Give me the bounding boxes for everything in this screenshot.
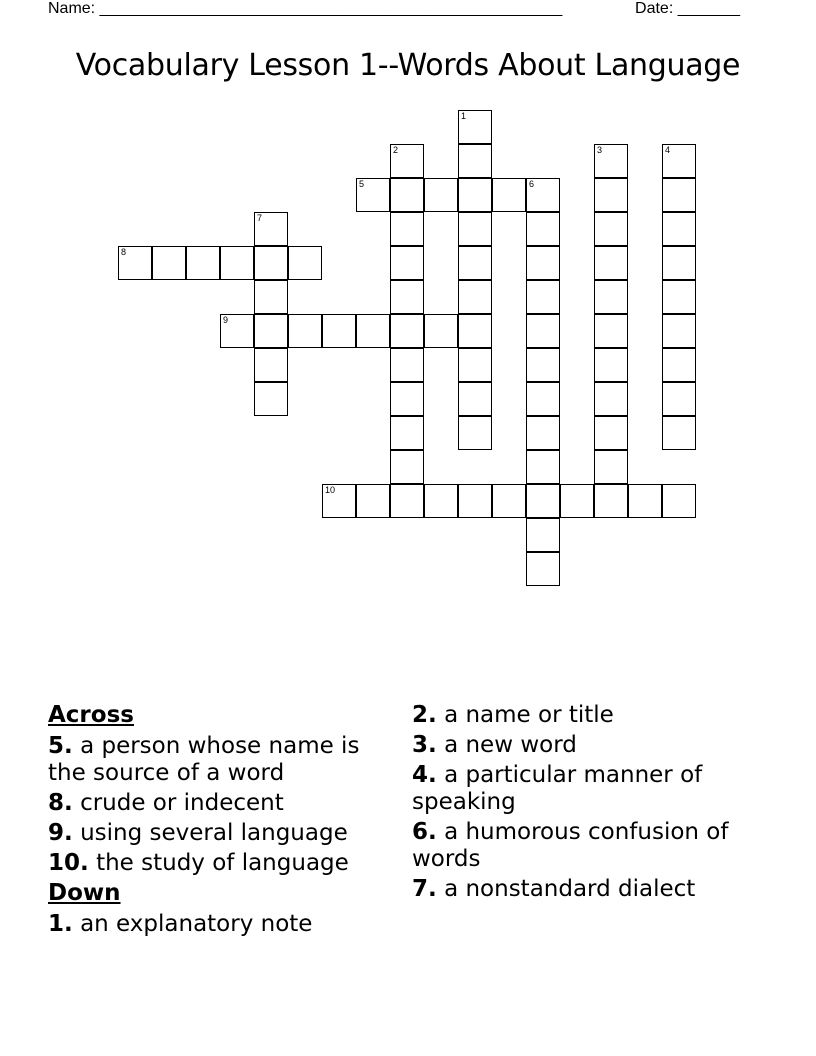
grid-cell[interactable]	[594, 246, 628, 280]
grid-cell[interactable]	[356, 178, 390, 212]
grid-cell[interactable]	[458, 110, 492, 144]
clues-left-column	[48, 702, 388, 941]
grid-cell[interactable]	[390, 382, 424, 416]
clue-text: a humorous confusion of words	[412, 819, 729, 872]
grid-cell[interactable]	[662, 416, 696, 450]
grid-cell[interactable]	[424, 314, 458, 348]
clue-number: 9.	[48, 820, 73, 846]
down-clue-7	[412, 876, 752, 903]
down-heading: Down	[48, 880, 121, 906]
grid-cell[interactable]	[322, 484, 356, 518]
grid-cell[interactable]	[254, 212, 288, 246]
grid-cell[interactable]	[390, 212, 424, 246]
grid-cell[interactable]	[526, 280, 560, 314]
grid-cell[interactable]	[526, 416, 560, 450]
down-clue-4	[412, 762, 752, 816]
clues-right-column	[412, 702, 752, 906]
name-field-label: Name: ____________________________________________________	[48, 0, 563, 17]
cell-number: 8	[121, 247, 127, 257]
grid-cell[interactable]	[594, 484, 628, 518]
clue-text: a person whose name is the source of a word	[48, 733, 360, 786]
grid-cell[interactable]	[424, 484, 458, 518]
grid-cell[interactable]	[118, 246, 152, 280]
clue-text: a nonstandard dialect	[444, 876, 696, 902]
grid-cell[interactable]	[526, 450, 560, 484]
grid-cell[interactable]	[356, 484, 390, 518]
grid-cell[interactable]	[254, 314, 288, 348]
clue-number: 6.	[412, 819, 437, 845]
grid-cell[interactable]	[526, 348, 560, 382]
clue-number: 2.	[412, 702, 437, 728]
cell-number: 9	[223, 315, 229, 325]
cell-number: 2	[393, 145, 399, 155]
grid-cell[interactable]	[492, 484, 526, 518]
grid-cell[interactable]	[594, 212, 628, 246]
grid-cell[interactable]	[390, 450, 424, 484]
grid-cell[interactable]	[662, 144, 696, 178]
grid-cell[interactable]	[662, 246, 696, 280]
grid-cell[interactable]	[390, 178, 424, 212]
down-clue-3	[412, 732, 752, 759]
grid-cell[interactable]	[322, 314, 356, 348]
grid-cell[interactable]	[526, 212, 560, 246]
grid-cell[interactable]	[254, 246, 288, 280]
grid-cell[interactable]	[526, 552, 560, 586]
cell-number: 5	[359, 179, 365, 189]
down-clue-1	[48, 911, 388, 938]
grid-cell[interactable]	[526, 518, 560, 552]
grid-cell[interactable]	[458, 484, 492, 518]
grid-cell[interactable]	[254, 382, 288, 416]
grid-cell[interactable]	[662, 314, 696, 348]
grid-cell[interactable]	[220, 314, 254, 348]
grid-cell[interactable]	[594, 450, 628, 484]
grid-cell[interactable]	[458, 416, 492, 450]
across-clue-10	[48, 850, 388, 877]
grid-cell[interactable]	[594, 178, 628, 212]
grid-cell[interactable]	[254, 348, 288, 382]
clue-number: 7.	[412, 876, 437, 902]
grid-cell[interactable]	[458, 212, 492, 246]
grid-cell[interactable]	[662, 484, 696, 518]
cell-number: 1	[461, 111, 467, 121]
grid-cell[interactable]	[220, 246, 254, 280]
across-clue-9	[48, 820, 388, 847]
grid-cell[interactable]	[560, 484, 594, 518]
grid-cell[interactable]	[288, 314, 322, 348]
cell-number: 4	[665, 145, 671, 155]
clue-number: 1.	[48, 911, 73, 937]
grid-cell[interactable]	[594, 348, 628, 382]
grid-cell[interactable]	[424, 178, 458, 212]
grid-cell[interactable]	[492, 178, 526, 212]
clue-text: the study of language	[96, 850, 349, 876]
grid-cell[interactable]	[526, 382, 560, 416]
grid-cell[interactable]	[356, 314, 390, 348]
grid-cell[interactable]	[458, 144, 492, 178]
clue-number: 3.	[412, 732, 437, 758]
cell-number: 10	[325, 485, 336, 495]
clue-number: 8.	[48, 790, 73, 816]
grid-cell[interactable]	[254, 280, 288, 314]
across-clue-5	[48, 733, 388, 787]
cell-number: 3	[597, 145, 603, 155]
grid-cell[interactable]	[526, 484, 560, 518]
grid-cell[interactable]	[662, 382, 696, 416]
date-field-label: Date: _______	[635, 0, 740, 17]
grid-cell[interactable]	[628, 484, 662, 518]
grid-cell[interactable]	[526, 246, 560, 280]
grid-cell[interactable]	[526, 314, 560, 348]
grid-cell[interactable]	[152, 246, 186, 280]
grid-cell[interactable]	[594, 280, 628, 314]
cell-number: 6	[529, 179, 535, 189]
grid-cell[interactable]	[458, 348, 492, 382]
grid-cell[interactable]	[390, 280, 424, 314]
grid-cell[interactable]	[662, 348, 696, 382]
clue-number: 5.	[48, 733, 73, 759]
grid-cell[interactable]	[390, 246, 424, 280]
cell-number: 7	[257, 213, 263, 223]
clue-text: a name or title	[444, 702, 614, 728]
grid-cell[interactable]	[390, 348, 424, 382]
across-clue-8	[48, 790, 388, 817]
grid-cell[interactable]	[390, 416, 424, 450]
grid-cell[interactable]	[458, 382, 492, 416]
clue-text: crude or indecent	[80, 790, 284, 816]
grid-cell[interactable]	[390, 314, 424, 348]
grid-cell[interactable]	[458, 280, 492, 314]
grid-cell[interactable]	[288, 246, 322, 280]
clue-text: a new word	[444, 732, 577, 758]
grid-cell[interactable]	[594, 144, 628, 178]
down-clue-2	[412, 702, 752, 729]
grid-cell[interactable]	[458, 314, 492, 348]
clue-text: an explanatory note	[80, 911, 313, 937]
grid-cell[interactable]	[526, 178, 560, 212]
clue-number: 10.	[48, 850, 89, 876]
grid-cell[interactable]	[186, 246, 220, 280]
down-clue-6	[412, 819, 752, 873]
grid-cell[interactable]	[390, 484, 424, 518]
grid-cell[interactable]	[458, 178, 492, 212]
grid-cell[interactable]	[390, 144, 424, 178]
clue-text: using several language	[80, 820, 348, 846]
grid-cell[interactable]	[662, 212, 696, 246]
grid-cell[interactable]	[458, 246, 492, 280]
grid-cell[interactable]	[662, 280, 696, 314]
page-title: Vocabulary Lesson 1--Words About Language	[75, 48, 741, 83]
grid-cell[interactable]	[662, 178, 696, 212]
grid-cell[interactable]	[594, 416, 628, 450]
grid-cell[interactable]	[594, 382, 628, 416]
clue-text: a particular manner of speaking	[412, 762, 703, 815]
across-heading: Across	[48, 702, 134, 728]
grid-cell[interactable]	[594, 314, 628, 348]
clue-number: 4.	[412, 762, 437, 788]
